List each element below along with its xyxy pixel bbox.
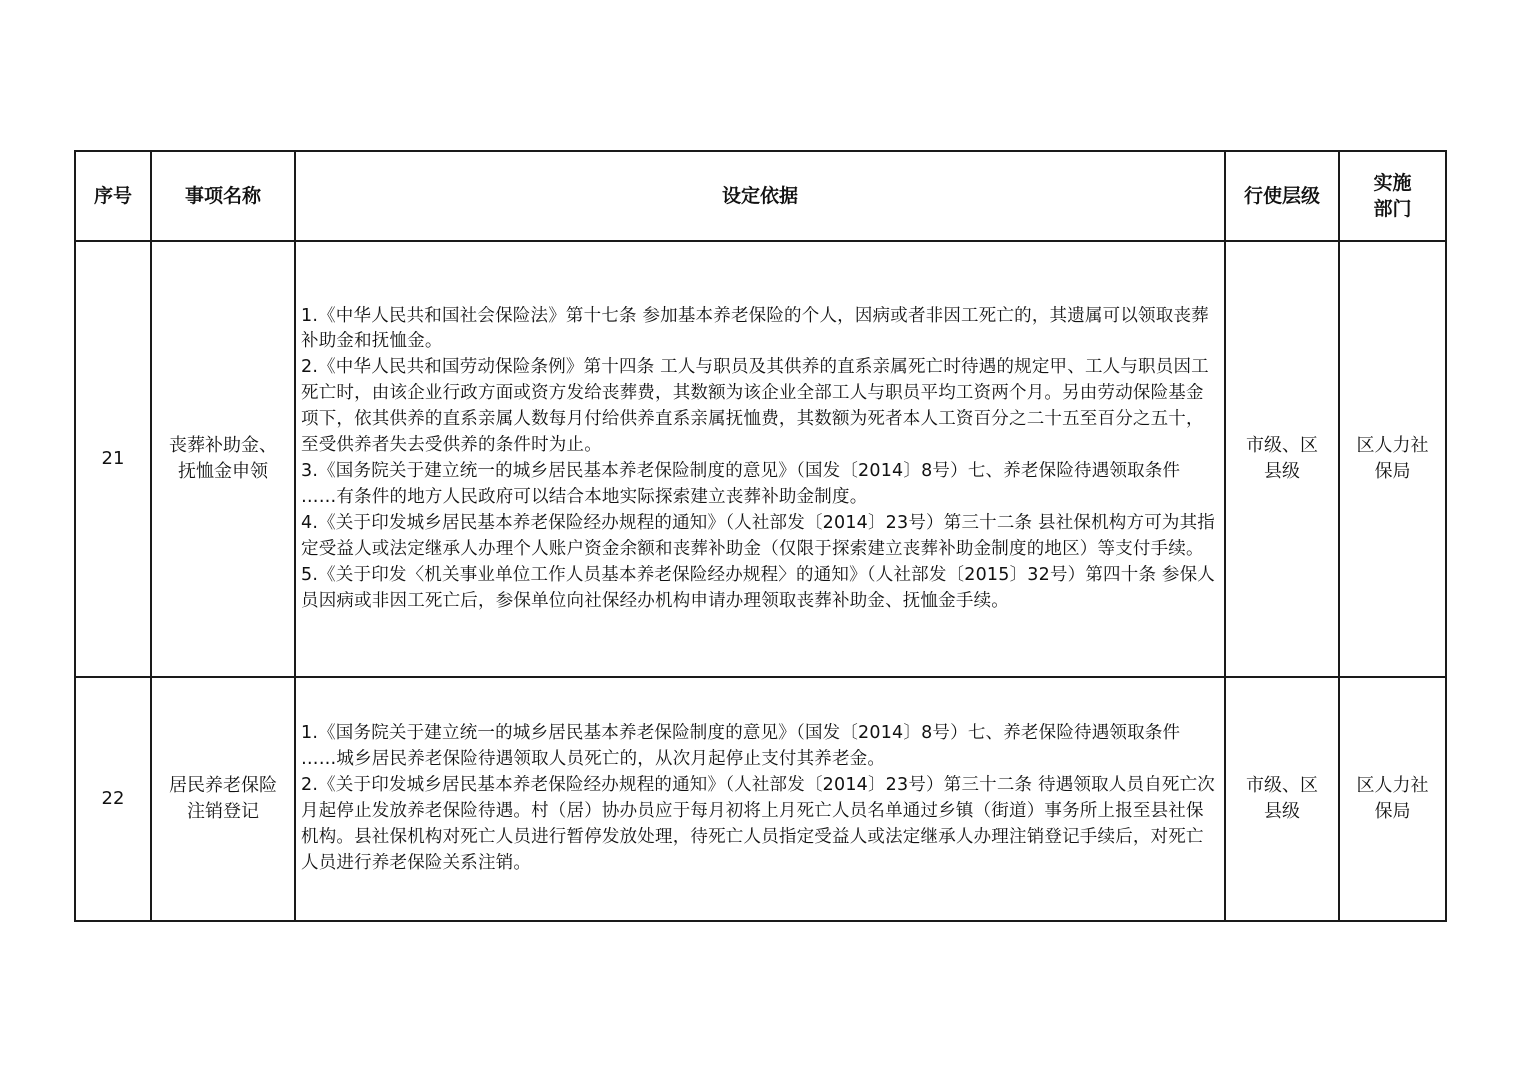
header-item-name: 事项名称 — [151, 151, 295, 241]
row-item-name — [151, 241, 295, 677]
table-row — [75, 241, 1446, 677]
basis-clause: 5.《关于印发〈机关事业单位工作人员基本养老保险经办规程〉的通知》（人社部发〔2015〕32号）第四十条 参保人员因病或非因工死亡后，参保单位向社保经办机构申请办理领取丧葬补助金、抚恤金手续。 — [301, 564, 1216, 611]
basis-clause: 2.《关于印发城乡居民基本养老保险经办规程的通知》（人社部发〔2014〕23号）第三十二条 待遇领取人员自死亡次月起停止发放养老保险待遇。村（居）协办员应于每月初将上月死亡人员名单通过乡镇（街道）事务所上报至县社保机构。县社保机构对死亡人员进行暂停发放处理，待死亡人员指定受益人或法定继承人办理注销登记手续后，对死亡人员进行养老保险关系注销。 — [301, 775, 1216, 873]
row-item-name — [151, 677, 295, 921]
row-level-text: 市级、区 县级 — [1246, 435, 1318, 482]
basis-clause: 3.《国务院关于建立统一的城乡居民基本养老保险制度的意见》（国发〔2014〕8号）七、养老保险待遇领取条件 ……有条件的地方人民政府可以结合本地实际探索建立丧葬补助金制度。 — [301, 461, 1181, 507]
row-index: 22 — [75, 677, 151, 921]
row-level — [1225, 677, 1339, 921]
row-dept-text: 区人力社 保局 — [1356, 435, 1429, 482]
row-basis — [295, 241, 1225, 677]
basis-clause: 4.《关于印发城乡居民基本养老保险经办规程的通知》（人社部发〔2014〕23号）第三十二条 县社保机构方可为其指定受益人或法定继承人办理个人账户资金余额和丧葬补助金（仅限于探索建立丧葬补助金制度的地区）等支付手续。 — [301, 512, 1216, 559]
table-row — [75, 677, 1446, 921]
row-item-name-text: 丧葬补助金、 抚恤金申领 — [169, 435, 277, 482]
basis-clause: 1.《中华人民共和国社会保险法》第十七条 参加基本养老保险的个人，因病或者非因工死亡的，其遗属可以领取丧葬补助金和抚恤金。 — [301, 305, 1209, 352]
header-dept — [1339, 151, 1446, 241]
header-level: 行使层级 — [1225, 151, 1339, 241]
header-dept-label: 实施 部门 — [1373, 172, 1412, 220]
row-dept-text: 区人力社 保局 — [1356, 775, 1429, 822]
basis-clause: 2.《中华人民共和国劳动保险条例》第十四条 工人与职员及其供养的直系亲属死亡时待遇的规定甲、工人与职员因工死亡时，由该企业行政方面或资方发给丧葬费，其数额为该企业全部工人与职员平均工资两个月。另由劳动保险基金项下，依其供养的直系亲属人数每月付给供养直系亲属抚恤费，其数额为死者本人工资百分之二十五至百分之五十，至受供养者失去受供养的条件时为止。 — [301, 357, 1209, 456]
basis-clause: 1.《国务院关于建立统一的城乡居民基本养老保险制度的意见》（国发〔2014〕8号）七、养老保险待遇领取条件 ……城乡居民养老保险待遇领取人员死亡的，从次月起停止支付其养老金。 — [301, 723, 1181, 770]
table-header-row — [75, 151, 1446, 241]
row-level-text: 市级、区 县级 — [1246, 775, 1318, 822]
row-dept — [1339, 241, 1446, 677]
header-index: 序号 — [75, 151, 151, 241]
row-index: 21 — [75, 241, 151, 677]
row-basis — [295, 677, 1225, 921]
header-basis: 设定依据 — [295, 151, 1225, 241]
item-table — [74, 150, 1447, 922]
row-level — [1225, 241, 1339, 677]
row-dept — [1339, 677, 1446, 921]
row-item-name-text: 居民养老保险 注销登记 — [169, 775, 277, 822]
